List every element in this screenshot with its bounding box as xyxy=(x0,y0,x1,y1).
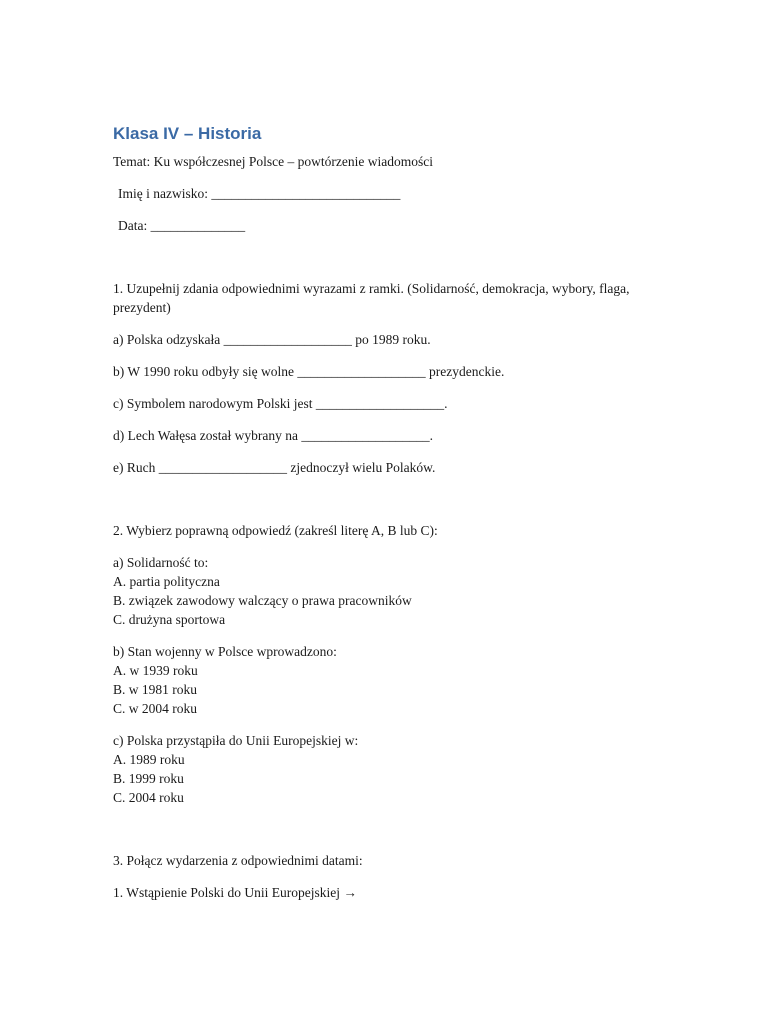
section1-instruction: 1. Uzupełnij zdania odpowiednimi wyrazami z ramki. (Solidarność, demokracja, wybory, flaga, prezydent) xyxy=(113,281,633,315)
answer-option: A. w 1939 roku xyxy=(113,663,198,678)
answer-option: A. 1989 roku xyxy=(113,752,185,767)
answer-option: A. partia polityczna xyxy=(113,574,220,589)
fill-in-item: d) Lech Wałęsa został wybrany na ___________________. xyxy=(113,428,433,443)
section-fill-in xyxy=(113,279,653,477)
question-block xyxy=(113,731,653,807)
name-field-line: Imię i nazwisko: ____________________________ xyxy=(118,186,401,201)
answer-option: C. w 2004 roku xyxy=(113,701,197,716)
section-multiple-choice xyxy=(113,521,653,807)
answer-option: B. w 1981 roku xyxy=(113,682,197,697)
answer-option: C. 2004 roku xyxy=(113,790,184,805)
answer-option: B. związek zawodowy walczący o prawa pracowników xyxy=(113,593,412,608)
fill-in-item: e) Ruch ___________________ zjednoczył wielu Polaków. xyxy=(113,460,436,475)
fill-in-item: b) W 1990 roku odbyły się wolne ___________________ prezydenckie. xyxy=(113,364,505,379)
fill-in-item: a) Polska odzyskała ___________________ po 1989 roku. xyxy=(113,332,431,347)
question-block xyxy=(113,553,653,629)
section-matching xyxy=(113,851,653,902)
answer-option: C. drużyna sportowa xyxy=(113,612,226,627)
question-text: c) Polska przystąpiła do Unii Europejskiej w: xyxy=(113,733,359,748)
fill-in-item: c) Symbolem narodowym Polski jest ___________________. xyxy=(113,396,448,411)
worksheet-page xyxy=(113,122,653,915)
question-text: b) Stan wojenny w Polsce wprowadzono: xyxy=(113,644,337,659)
section3-instruction: 3. Połącz wydarzenia z odpowiednimi datami: xyxy=(113,853,363,868)
question-text: a) Solidarność to: xyxy=(113,555,209,570)
topic-line: Temat: Ku współczesnej Polsce – powtórzenie wiadomości xyxy=(113,154,433,169)
matching-item: 1. Wstąpienie Polski do Unii Europejskiej → xyxy=(113,885,357,900)
section2-instruction: 2. Wybierz poprawną odpowiedź (zakreśl literę A, B lub C): xyxy=(113,523,438,538)
date-field-line: Data: ______________ xyxy=(118,218,246,233)
worksheet-title: Klasa IV – Historia xyxy=(113,124,262,143)
question-block xyxy=(113,642,653,718)
answer-option: B. 1999 roku xyxy=(113,771,184,786)
